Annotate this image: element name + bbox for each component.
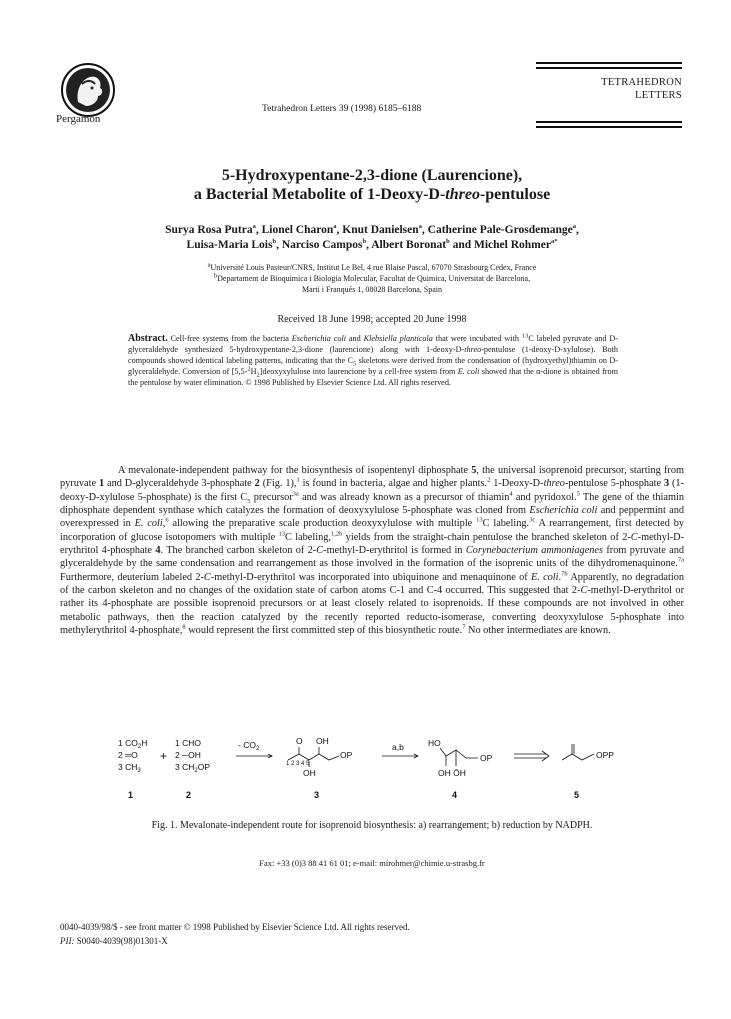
compound-ref: 5 bbox=[471, 465, 477, 476]
body-text: C labeling, bbox=[285, 531, 331, 543]
body-text: C labeling. bbox=[482, 518, 530, 530]
body-text: from pyruvate and glyceraldehyde by the same condensation and rearrangement as those involved in the formation of the isoprenic units of the dihydromenaquinone. bbox=[60, 545, 684, 570]
citation-ref: 13 bbox=[278, 530, 286, 538]
citation-ref: 1,2b bbox=[330, 530, 343, 538]
figure-caption: Fig. 1. Mevalonate-independent route for isoprenoid biosynthesis: a) rearrangement; b) reduction by NADPH. bbox=[151, 820, 593, 831]
body-text: A mevalonate-independent pathway for the biosynthesis of isopentenyl diphosphate bbox=[118, 465, 472, 476]
abstract-text: -pentulose (1-deoxy-D-xylulose). Both compounds showed identical labeling patterns, indicating that the C bbox=[128, 345, 618, 365]
abstract-italic: Escherichia coli bbox=[291, 334, 347, 343]
body-text: -methyl-D-erythritol or rather its 4-phosphate are possible isoprenoid precursors or at least closely related to isoprenoids. If these compounds are not involved in other metabolic pathways, then the reaction catalyzed by the recently reported reducto-isomerase, converting deoxyxylulose 5-phosphate into methylerythritol 4-phosphate, bbox=[60, 585, 684, 637]
italic-term: C bbox=[630, 531, 638, 543]
c3-oxo: O bbox=[296, 736, 303, 746]
c2-line2: 2 ─OH bbox=[175, 750, 201, 760]
body-text: , bbox=[162, 518, 166, 530]
affil-mark: b bbox=[272, 238, 277, 246]
affil-mark: a bbox=[207, 261, 211, 269]
title-text: a Bacterial Metabolite of 1-Deoxy-D- bbox=[193, 186, 446, 203]
c3-oh-top: OH bbox=[316, 736, 329, 746]
author-line1: Surya Rosa Putra$^a$, Lionel Charon$^a$, Knut Danielsen$^a$, Catherine Pale-Grosdemange$^a$, bbox=[165, 223, 579, 236]
author-name: Surya Rosa Putra bbox=[165, 224, 253, 236]
abstract-text: showed that the α-dione is obtained from the pentulose by water elimination. © 1998 Published by Elsevier Science Ltd. All rights reserved. bbox=[128, 367, 618, 387]
minus-co2-label: - $CO_2$ bbox=[238, 740, 260, 752]
abstract bbox=[128, 333, 618, 388]
author-list bbox=[60, 223, 684, 253]
italic-term: C bbox=[316, 545, 324, 557]
c4-diol: OH ŌH bbox=[438, 768, 466, 778]
plus-sign: + bbox=[160, 749, 168, 763]
italic-term: Escherichia coli bbox=[529, 505, 598, 517]
c3-oh-bottom: OH bbox=[303, 768, 316, 778]
body-text: and was already known as a precursor of thiamin bbox=[298, 491, 510, 503]
citation-ref: 2 bbox=[487, 476, 491, 484]
author-name: , Albert Boronat bbox=[366, 239, 447, 251]
abstract-text: skeletons were derived from the condensation of (hydroxyethyl)thiamin on D-glyceraldehyde. Conversion of [5,5- bbox=[128, 356, 618, 376]
citation-ref: 8 bbox=[182, 623, 186, 631]
citation-ref: 3a bbox=[292, 490, 299, 498]
article-title bbox=[60, 166, 684, 204]
c1-line1: 1 $CO_2H$ bbox=[118, 738, 148, 750]
title-text: -pentulose bbox=[479, 186, 551, 203]
body-text: -methyl-D-erythritol is formed in bbox=[323, 545, 466, 557]
pii-label: PII: bbox=[60, 936, 75, 946]
italic-term: E. coli bbox=[530, 571, 559, 583]
affil-mark: b bbox=[446, 238, 450, 246]
c5-opp: OPP bbox=[596, 750, 614, 760]
italic-term: C bbox=[203, 571, 211, 583]
c4-op: OP bbox=[480, 753, 493, 763]
journal-name-line2: LETTERS bbox=[634, 90, 682, 101]
compound-number-2: 2 bbox=[186, 790, 192, 800]
abstract-text: H bbox=[250, 367, 257, 376]
c1-line2: 2 ═O bbox=[118, 750, 138, 760]
affil-mark: a* bbox=[550, 238, 558, 246]
author-name: , Lionel Charon bbox=[255, 224, 334, 236]
body-text: . bbox=[558, 571, 562, 583]
body-text: (1-deoxy-D-xylulose 5-phosphate) is the first C bbox=[60, 478, 685, 503]
italic-term: Corynebacterium ammoniagenes bbox=[465, 545, 604, 557]
body-paragraph bbox=[60, 464, 684, 637]
title-italic: threo bbox=[445, 186, 480, 203]
abstract-sup: 2 bbox=[247, 365, 251, 373]
citation-ref: 4 bbox=[509, 490, 513, 498]
affiliation-text: Université Louis Pasteur/CNRS, Institut Le Bel, 4 rue Blaise Pascal, 67070 Strasbourg Cedex, France bbox=[210, 263, 537, 272]
compound-ref: 4 bbox=[155, 545, 161, 557]
publisher-logo bbox=[60, 62, 116, 118]
compound-number-1: 1 bbox=[128, 790, 134, 800]
publisher-name: Pergamon bbox=[56, 113, 101, 125]
body-text: Furthermore, deuterium labeled 2- bbox=[60, 571, 204, 583]
title-line2 bbox=[60, 185, 684, 204]
affil-mark: a bbox=[252, 223, 256, 231]
body-text: , the universal isoprenoid precursor, starting from pyruvate bbox=[60, 465, 684, 490]
body-text: -methyl-D-erythritol was incorporated into ubiquinone and menaquinone of bbox=[210, 571, 531, 583]
abstract-italic: E. coli bbox=[457, 367, 480, 376]
header-rule bbox=[536, 121, 682, 123]
body-text: would represent the first committed step of this biosynthetic route. bbox=[185, 625, 463, 637]
header-rule bbox=[536, 126, 682, 128]
c2-line1: 1 CHO bbox=[175, 738, 201, 748]
pii-value: S0040-4039(98)01301-X bbox=[74, 936, 168, 946]
body-text: Apparently, no degradation of the carbon skeleton and no changes of the oxidation state of carbon atoms C-1 and C-4 occurred. This suggested that 2- bbox=[60, 571, 685, 597]
affiliation-text: Departament de Bioquimica i Biologia Molecular, Facultat de Quimica, Universitat de Barcelona, bbox=[217, 274, 531, 283]
header-rule bbox=[536, 62, 682, 64]
abstract-text: Cell-free systems from the bacteria bbox=[167, 334, 292, 343]
received-dates: Received 18 June 1998; accepted 20 June 1998 bbox=[277, 314, 467, 325]
affiliation-a bbox=[120, 262, 624, 273]
body-text: The gene of the thiamin diphosphate dependent synthase which catalyzes the formation of deoxyxylulose 5-phosphate was cloned from bbox=[60, 491, 684, 517]
citation-ref: 13 bbox=[476, 516, 483, 524]
affil-mark: b bbox=[213, 272, 218, 280]
abstract-text: ]deoxyxylulose into laurencione by a cell-free system from bbox=[259, 367, 458, 376]
correspondence-contact: Fax: +33 (0)3 88 41 61 01; e-mail: mirohmer@chimie.u-strasbg.fr bbox=[259, 858, 485, 868]
citation-ref: 7b bbox=[561, 570, 568, 578]
author-name: Luisa-Maria Lois bbox=[186, 239, 273, 251]
header-rule bbox=[536, 67, 682, 69]
body-text: 1-Deoxy-D- bbox=[490, 478, 544, 490]
citation-ref: 6 bbox=[165, 516, 169, 524]
pii-line bbox=[60, 936, 168, 946]
author-name: , Knut Danielsen bbox=[336, 224, 419, 236]
author-name: and Michel Rohmer bbox=[449, 239, 551, 251]
abstract-sub: 5 bbox=[352, 360, 357, 368]
affiliations bbox=[120, 262, 624, 295]
citation-ref: 7 bbox=[462, 623, 466, 631]
body-text: . The branched carbon skeleton of 2- bbox=[160, 545, 317, 557]
c3-op: OP bbox=[340, 750, 353, 760]
affil-mark: a bbox=[572, 223, 577, 231]
journal-citation: Tetrahedron Letters 39 (1998) 6185–6188 bbox=[262, 104, 422, 114]
body-text: No other intermediates are known. bbox=[465, 625, 611, 637]
affil-mark: a bbox=[333, 223, 337, 231]
copyright-line: 0040-4039/98/$ - see front matter © 1998 Published by Elsevier Science Ltd. All rights reserved. bbox=[60, 922, 410, 932]
compound-ref: 2 bbox=[254, 478, 260, 490]
citation-ref: 5 bbox=[576, 490, 580, 498]
c3-carbon-numbers: 1 2 3 4 5 bbox=[286, 761, 310, 767]
author-name: , Narciso Campos bbox=[276, 239, 363, 251]
compound-ref: 1 bbox=[98, 478, 105, 490]
italic-term: E. coli bbox=[134, 518, 163, 530]
citation-ref: 1 bbox=[296, 476, 300, 484]
body-text: and peppermint and overexpressed in bbox=[60, 505, 685, 530]
citation-ref: 3c bbox=[529, 516, 536, 524]
author-name: , Catherine Pale-Grosdemange bbox=[421, 224, 573, 236]
journal-name bbox=[536, 76, 682, 102]
body-text: and D-glyceraldehyde 3-phosphate bbox=[104, 478, 255, 490]
abstract-text: and bbox=[346, 334, 364, 343]
body-text: -pentulose 5-phosphate bbox=[564, 478, 664, 490]
body-text: precursor bbox=[250, 491, 293, 503]
abstract-label: Abstract. bbox=[128, 333, 168, 344]
body-text: allowing the preparative scale production deoxyxylulose with multiple bbox=[168, 518, 477, 530]
affiliation-b bbox=[120, 273, 624, 284]
journal-name-line1: TETRAHEDRON bbox=[601, 77, 682, 88]
body-text: A rearrangement, first detected by incorporation of glucose isotopomers with multiple bbox=[60, 518, 684, 543]
abstract-italic: threo bbox=[464, 345, 482, 354]
body-text: (Fig. 1), bbox=[259, 478, 297, 490]
compound-number-3: 3 bbox=[314, 790, 320, 800]
author-line2 bbox=[60, 238, 684, 253]
body-text: -methyl-D-erythritol 4-phosphate bbox=[60, 531, 684, 557]
affiliation-b-cont: Marti i Franqués 1, 08028 Barcelona, Spain bbox=[302, 285, 442, 294]
compound-ref: 3 bbox=[663, 478, 670, 490]
body-text: yields from the straight-chain pentulose the branched skeleton of 2- bbox=[342, 531, 631, 543]
abstract-italic: Klebsiella planticola bbox=[363, 334, 433, 343]
citation-ref: 7a bbox=[677, 556, 684, 564]
italic-term: threo bbox=[543, 478, 565, 490]
subscript: 5 bbox=[247, 497, 251, 505]
abstract-sup: 13 bbox=[521, 332, 529, 340]
c1-line3: 3 $CH_3$ bbox=[118, 762, 141, 774]
c2-line3: 3 $CH_2OP$ bbox=[175, 762, 210, 774]
figure-1-scheme bbox=[60, 736, 684, 816]
c4-ho: HO bbox=[428, 738, 441, 748]
arrow-label-ab: a,b bbox=[392, 742, 404, 752]
title-line1: 5-Hydroxypentane-2,3-dione (Laurencione), bbox=[221, 167, 523, 184]
body-text: is found in bacteria, algae and higher plants. bbox=[299, 478, 488, 490]
compound-number-4: 4 bbox=[452, 790, 458, 800]
affil-mark: b bbox=[362, 238, 367, 246]
italic-term: C bbox=[580, 585, 588, 597]
affil-mark: a bbox=[418, 223, 422, 231]
compound-number-5: 5 bbox=[574, 790, 580, 800]
abstract-sub: 2 bbox=[256, 371, 260, 379]
abstract-text: C labeled pyruvate and D-glyceraldehyde synthesized 5-hydroxypentane-2,3-dione (laurencione) along with 1-deoxy-D- bbox=[128, 334, 618, 354]
body-text: and pyridoxol. bbox=[512, 491, 577, 503]
abstract-text: that were incubated with bbox=[432, 334, 522, 343]
